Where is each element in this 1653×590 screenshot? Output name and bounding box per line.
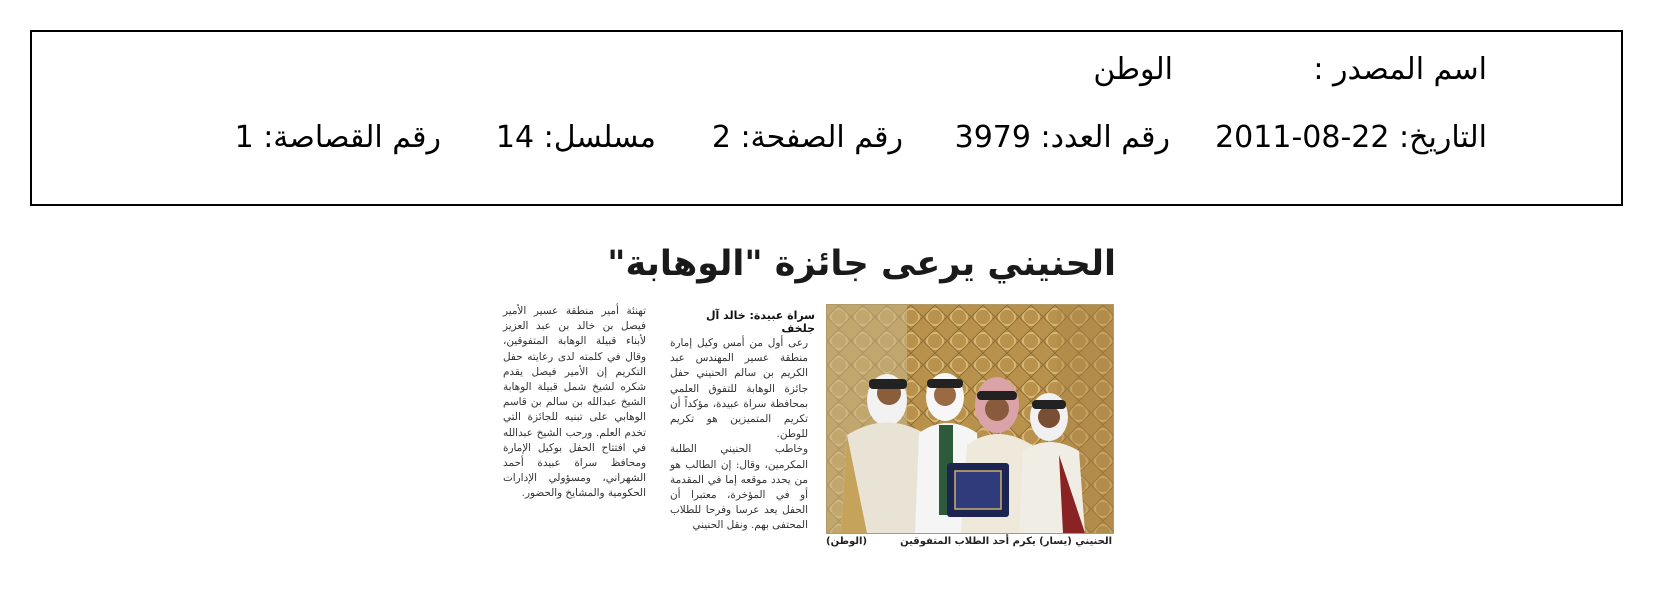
serial-label: مسلسل: 14 (495, 120, 656, 155)
source-label: اسم المصدر : (1313, 52, 1487, 87)
paragraph: تهنئة أمير منطقة عسير الأمير فيصل بن خالد بن عبد العزيز لأبناء قبيلة الوهابة المتفوقين، وقال في كلمته لدى رعايته حفل التكريم إن الأمير فيصل يقدم شكره لشيخ شمل قبيلة الوهابة الشيخ عبدالله بن سالم بن قاسم الوهابي على تبنيه للجائزة التي تخدم العلم. ورحب الشيخ عبدالله في افتتاح الحفل بوكيل الإمارة ومحافظ سراة عبيدة أحمد الشهراني، ومسؤولي الإدارات الحكومية والمشايخ والحضور. (503, 305, 646, 500)
article-column-left (503, 304, 646, 502)
source-value: الوطن (1093, 52, 1173, 87)
photo-caption (826, 536, 1112, 547)
issue-label: رقم العدد: 3979 (954, 120, 1170, 155)
paragraph: رعى أول من أمس وكيل إمارة منطقة عسير المهندس عبد الكريم بن سالم الحنيني حفل جائزة الوهابة للتفوق العلمي بمحافظة سراة عبيدة، مؤكداً أن تكريم المتميزين هو تكريم للوطن. (670, 337, 808, 441)
date-label: التاريخ: 22-08-2011 (1215, 120, 1487, 155)
page-label: رقم الصفحة: 2 (711, 120, 903, 155)
caption-text: الحنيني (يسار) يكرم أحد الطلاب المتفوقين (900, 536, 1112, 547)
article-photo (826, 304, 1114, 534)
paragraph: وخاطب الحنيني الطلبة المكرمين، وقال: إن الطالب هو من يحدد موقعه إما في المقدمة أو في المؤخرة، معتبرا أن الحفل يعد عرسا وفرحا للطلاب المحتفى بهم. ونقل الحنيني (670, 443, 808, 532)
caption-credit: (الوطن) (826, 536, 868, 547)
article-headline: الحنيني يرعى جائزة "الوهابة" (607, 244, 1116, 284)
clip-label: رقم القصاصة: 1 (234, 120, 441, 155)
ceremony-photo (827, 305, 1113, 533)
newspaper-clipping (500, 244, 1120, 576)
article-column-right (670, 336, 808, 534)
article-byline: سراة عبيدة: خالد آل جلخف (705, 309, 815, 335)
